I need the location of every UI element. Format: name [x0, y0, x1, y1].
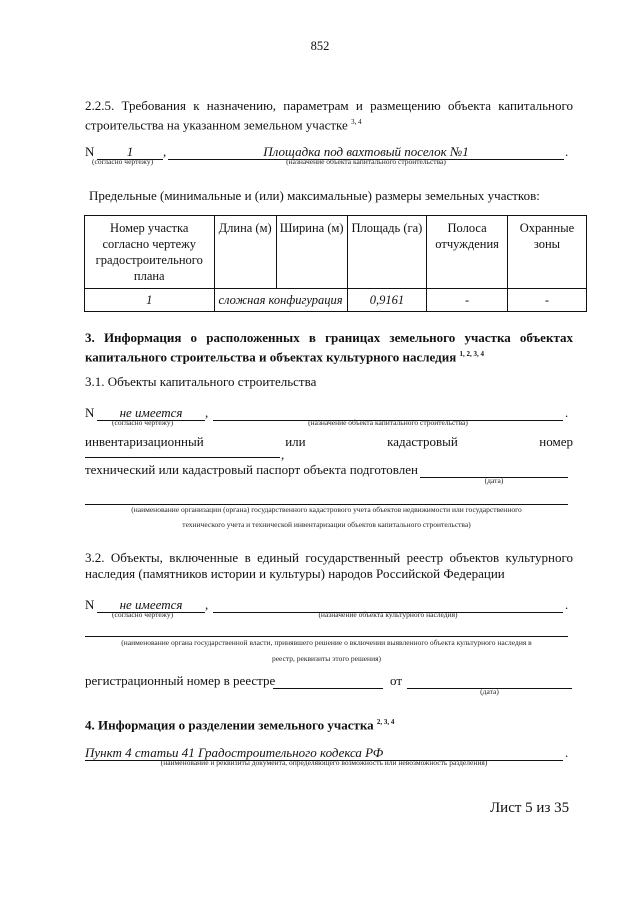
inv-word: кадастровый	[387, 434, 458, 449]
organ-note-2: реестр, реквизиты этого решения)	[271, 654, 382, 663]
capital-object-number-note: (согласно чертежу)	[112, 418, 174, 427]
sheet-counter: Лист 5 из 35	[490, 800, 570, 816]
table-cell: сложная конфигурация	[214, 289, 347, 312]
col-header-plot-number: Номер участка согласно чертежу градостроительного плана	[85, 216, 215, 289]
col-header-width: Ширина (м)	[276, 216, 347, 289]
division-document-note: (наименование и реквизиты документа, определяющего возможность или невозможность разделения)	[160, 758, 488, 767]
footnote-ref: 2, 3, 4	[376, 718, 395, 726]
plot-number-note: (согласно чертежу)	[92, 157, 154, 166]
col-header-area: Площадь (га)	[347, 216, 427, 289]
org-blank	[85, 496, 568, 505]
heritage-object-number-note: (согласно чертежу)	[112, 610, 174, 619]
section-2-2-5-text: 2.2.5. Требования к назначению, параметрам и размещению объекта капитального строительства на указанном земельном участке	[85, 98, 573, 133]
plot-number-value: 1	[97, 144, 163, 160]
col-header-protection-zones: Охранные зоны	[507, 216, 586, 289]
page-number: 852	[310, 39, 330, 53]
table-cell: -	[427, 289, 508, 312]
table-cell: -	[507, 289, 586, 312]
table-cell: 0,9161	[347, 289, 427, 312]
col-header-exclusion-strip: Полоса отчуждения	[427, 216, 508, 289]
organ-note-1: (наименование органа государственной власти, принявшего решение о включении выявленного объекта культурного наследия в	[121, 638, 532, 647]
inv-word: номер	[539, 434, 573, 449]
capital-object-number-value: не имеется	[97, 405, 205, 421]
table-cell: 1	[85, 289, 215, 312]
from-text: от	[390, 673, 403, 688]
plot-sizes-table	[84, 215, 587, 312]
inv-word: инвентаризационный	[85, 434, 204, 449]
heritage-object-number-value: не имеется	[97, 597, 205, 613]
inv-word: или	[285, 434, 306, 449]
section-3-title: 3. Информация о расположенных в границах земельного участка объектах капитального строительства и объектах культурного наследия	[85, 330, 573, 365]
section-3-1-title: 3.1. Объекты капитального строительства	[85, 374, 317, 389]
footnote-ref: 1, 2, 3, 4	[459, 350, 485, 358]
inventory-number-line	[85, 434, 573, 450]
section-3-heading	[85, 330, 573, 365]
n-label: N	[85, 597, 95, 612]
registry-date-note: (дата)	[480, 687, 499, 696]
passport-date-note: (дата)	[484, 476, 504, 485]
table-row	[85, 289, 587, 312]
organ-blank	[85, 628, 568, 637]
capital-object-purpose-note: (назначение объекта капитального строительства)	[308, 418, 468, 427]
footnote-ref: 3, 4	[351, 118, 362, 126]
limits-title: Предельные (минимальные и (или) максимальные) размеры земельных участков:	[89, 188, 540, 203]
n-label: N	[85, 144, 95, 159]
org-note-2: технического учета и технической инвентаризации объектов капитального строительства)	[182, 520, 471, 529]
heritage-object-purpose-note: (назначение объекта культурного наследия)	[318, 610, 458, 619]
n-label: N	[85, 405, 95, 420]
section-3-2-title: 3.2. Объекты, включенные в единый государственный реестр объектов культурного наследия (памятников истории и культуры) народов Российской Федерации	[85, 550, 573, 581]
purpose-value: Площадка под вахтовый поселок №1	[168, 144, 564, 160]
registry-number-text: регистрационный номер в реестре	[85, 673, 276, 688]
org-note-1: (наименование организации (органа) государственного кадастрового учета объектов недвижимости или государственного	[131, 505, 522, 514]
purpose-note: (назначение объекта капитального строительства)	[286, 157, 446, 166]
registry-number-blank	[273, 673, 383, 689]
section-4-title: 4. Информация о разделении земельного участка	[85, 717, 374, 733]
section-4-heading	[85, 714, 394, 733]
col-header-length: Длина (м)	[214, 216, 276, 289]
division-document-value: Пункт 4 статьи 41 Градостроительного кодекса РФ	[85, 745, 563, 761]
inventory-number-blank	[85, 449, 280, 458]
section-2-2-5-heading	[85, 98, 573, 133]
passport-text: технический или кадастровый паспорт объекта подготовлен	[85, 462, 418, 477]
